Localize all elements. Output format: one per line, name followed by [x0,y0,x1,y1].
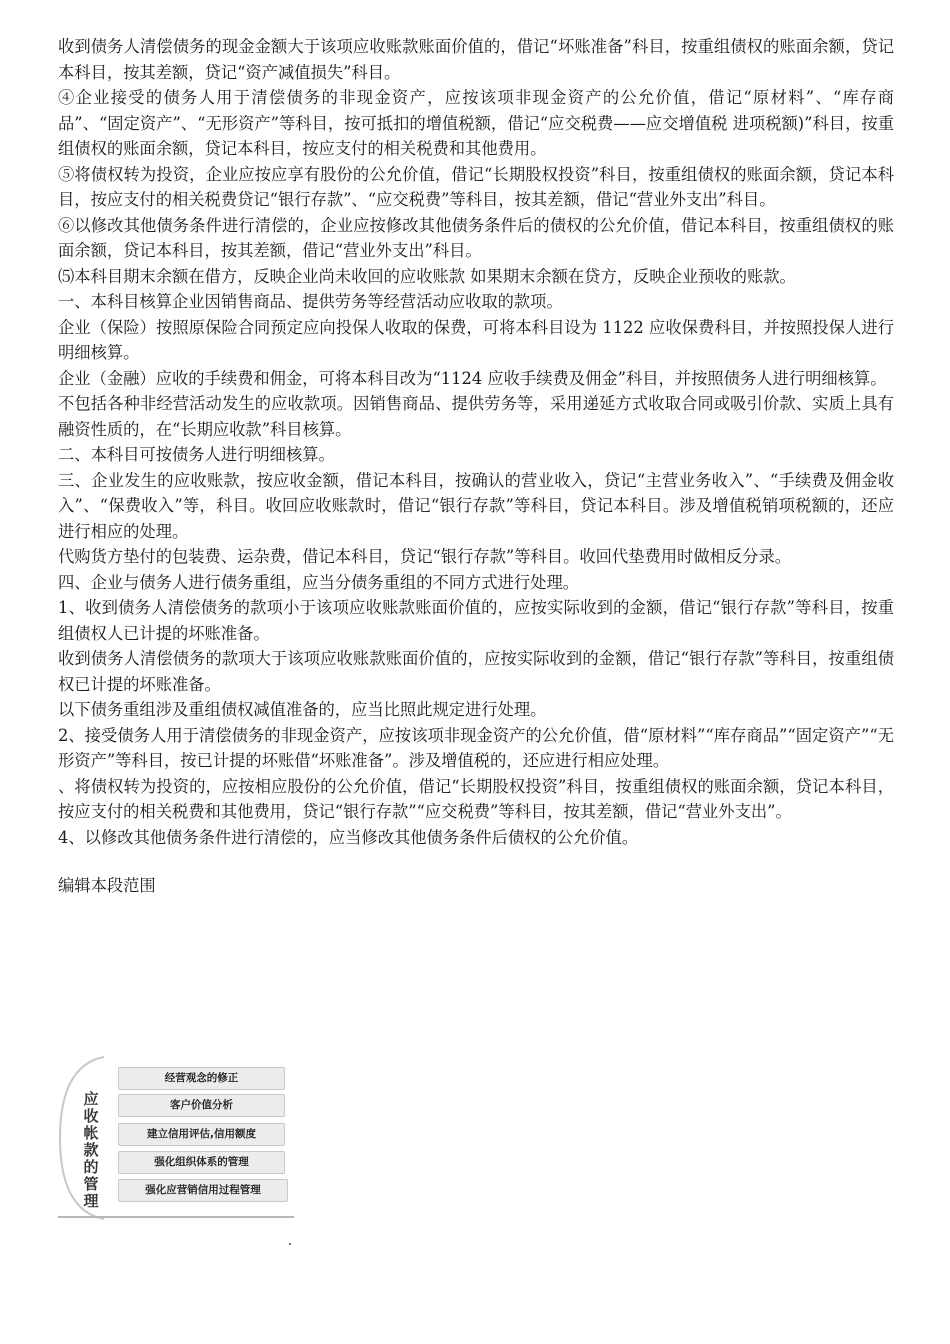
diagram-item: 强化组织体系的管理 [118,1151,285,1174]
paragraph: 2、接受债务人用于清偿债务的非现金资产，应按该项非现金资产的公允价值，借“原材料”“库存商品”“固定资产”“无形资产”等科目，按已计提的坏账借“坏账准备”。涉及增值税的，还应进行相应处理。 [58,725,894,770]
paragraph: ④企业接受的债务人用于清偿债务的非现金资产，应按该项非现金资产的公允价值，借记“原材料”、“库存商品”、“固定资产”、“无形资产”等科目，按可抵扣的增值税额，借记“应交税费——应交增值税 进项税额)”科目，按重组债权的账面余额，贷记本科目，按应支付的相关税费和其他费用。 [58,88,894,158]
receivables-management-diagram [58,1055,294,1221]
edit-section-link[interactable]: 编辑本段范围 [58,876,156,895]
paragraph: 代购货方垫付的包装费、运杂费，借记本科目，贷记“银行存款”等科目。收回代垫费用时做相反分录。 [58,547,792,566]
paragraph: ⑸本科目期末余额在借方，反映企业尚未收回的应收账款 如果期末余额在贷方，反映企业预收的账款。 [58,266,796,286]
paragraph: 企业（金融）应收的手续费和佣金，可将本科目改为“1124 应收手续费及佣金”科目，并按照债务人进行明细核算。 [58,368,887,388]
diagram-item: 客户价值分析 [118,1094,285,1117]
paragraph: 1、收到债务人清偿债务的款项小于该项应收账款账面价值的，应按实际收到的金额，借记“银行存款”等科目，按重组债权人已计提的坏账准备。 [58,598,894,643]
paragraph: 以下债务重组涉及重组债权减值准备的，应当比照此规定进行处理。 [58,700,547,719]
paragraph: 、将债权转为投资的，应按相应股份的公允价值，借记“长期股权投资”科目，按重组债权的账面余额，贷记本科目，按应支付的相关税费和其他费用，贷记“银行存款”“应交税费”等科目，按其差额，借记“营业外支出”。 [58,776,894,821]
paragraph: 四、企业与债务人进行债务重组，应当分债务重组的不同方式进行处理。 [58,572,580,592]
diagram-item: 建立信用评估,信用额度 [118,1123,285,1146]
stray-dot [289,1243,291,1245]
paragraph: ⑥以修改其他债务条件进行清偿的，企业应按修改其他债务条件后的债权的公允价值，借记本科目，按重组债权的账面余额，贷记本科目，按其差额，借记“营业外支出”科目。 [58,215,894,260]
divider [58,1216,294,1218]
paragraph: 企业（保险）按照原保险合同预定应向投保人收取的保费，可将本科目设为 1122 应收保费科目，并按照投保人进行明细核算。 [58,317,894,362]
paragraph: 一、本科目核算企业因销售商品、提供劳务等经营活动应收取的款项。 [58,292,563,311]
paragraph: 二、本科目可按债务人进行明细核算。 [58,445,335,464]
paragraph: 收到债务人清偿债务的款项大于该项应收账款账面价值的，应按实际收到的金额，借记“银行存款”等科目，按重组债权已计提的坏账准备。 [58,649,894,694]
diagram-title: 应 收 帐 款 的 管 理 [83,1090,99,1210]
diagram-item: 经营观念的修正 [118,1067,285,1090]
paragraph: 不包括各种非经营活动发生的应收款项。因销售商品、提供劳务等，采用递延方式收取合同或吸引价款、实质上具有融资性质的，在“长期应收款”科目核算。 [58,394,894,439]
document-body [58,34,894,899]
paragraph: 收到债务人清偿债务的现金金额大于该项应收账款账面价值的，借记“坏账准备”科目，按重组债权的账面余额，贷记本科目，按其差额，贷记“资产减值损失”科目。 [58,37,894,82]
paragraph: 4、以修改其他债务条件进行清偿的，应当修改其他债务条件后债权的公允价值。 [58,827,639,847]
paragraph: ⑤将债权转为投资，企业应按应享有股份的公允价值，借记“长期股权投资”科目，按重组债权的账面余额，贷记本科目，按应支付的相关税费贷记“银行存款”、“应交税费”等科目，按其差额，借记“营业外支出”科目。 [58,164,894,209]
paragraph: 三、企业发生的应收账款，按应收金额，借记本科目，按确认的营业收入，贷记“主营业务收入”、“手续费及佣金收入”、“保费收入”等，科目。收回应收账款时，借记“银行存款”等科目，贷记本科目。涉及增值税销项税额的，还应进行相应的处理。 [58,470,894,541]
diagram-item: 强化应营销信用过程管理 [118,1179,288,1202]
